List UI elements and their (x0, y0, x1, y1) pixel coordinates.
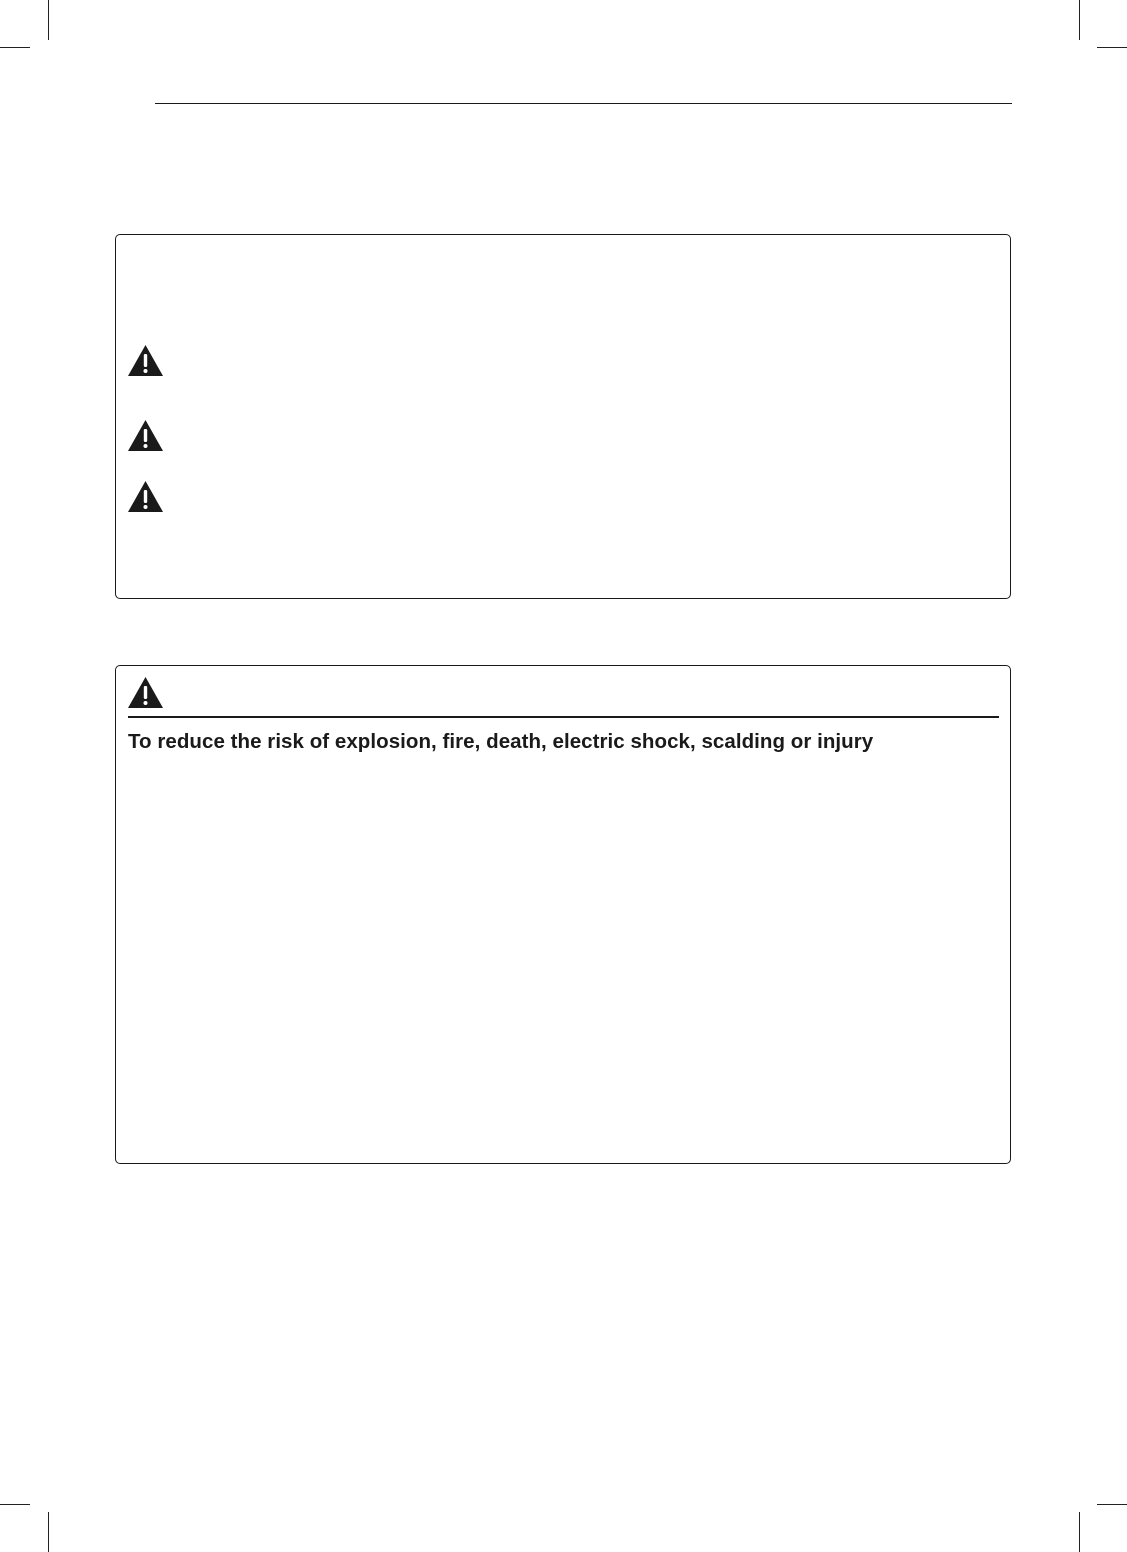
warning-box (115, 665, 1011, 1164)
warning-triangle-icon (127, 676, 164, 709)
crop-mark (48, 1512, 49, 1552)
warning-triangle-icon (127, 480, 164, 513)
safety-message-box (115, 234, 1011, 599)
warning-triangle-icon (127, 419, 164, 452)
crop-mark (1079, 0, 1080, 40)
crop-mark (1079, 1512, 1080, 1552)
crop-mark (1097, 1504, 1127, 1505)
crop-mark (1097, 47, 1127, 48)
crop-mark (0, 47, 30, 48)
header-rule (155, 103, 1012, 104)
crop-mark (0, 1504, 30, 1505)
crop-mark (48, 0, 49, 40)
warning-heading: To reduce the risk of explosion, fire, death, electric shock, scalding or injury (128, 730, 874, 753)
warning-triangle-icon (127, 344, 164, 377)
warning-divider (128, 716, 999, 718)
